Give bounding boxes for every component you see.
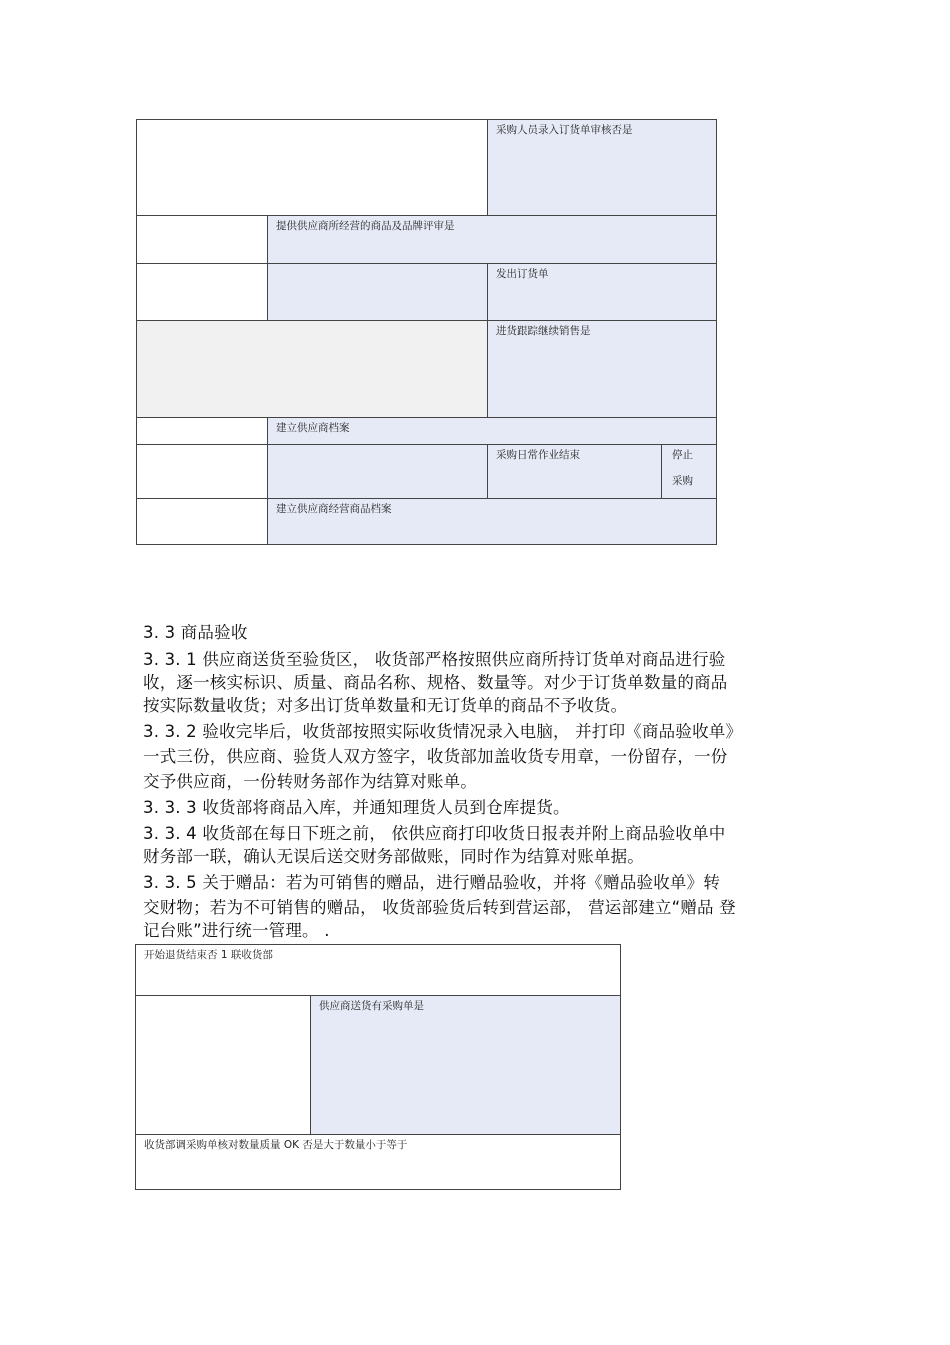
table1-hline — [136, 444, 717, 445]
table1-r5-text: 建立供应商档案 — [276, 422, 350, 434]
table1-hline — [136, 417, 717, 418]
paragraph-line: 收，逐一核实标识、质量、商品名称、规格、数量等。对少于订货单数量的商品 — [143, 673, 728, 692]
table1-r3-mid-cell — [268, 264, 487, 320]
table2-r3-cell — [136, 1135, 620, 1189]
table2-hline — [135, 995, 621, 996]
paragraph-line: 3. 3. 4 收货部在每日下班之前， 依供应商打印收货日报表并附上商品验收单中 — [143, 824, 726, 843]
table1-border-top — [136, 119, 717, 120]
table2-r2-right-text: 供应商送货有采购单是 — [319, 1000, 424, 1012]
paragraph-line: 3. 3. 1 供应商送货至验货区， 收货部严格按照供应商所持订货单对商品进行验 — [143, 650, 726, 669]
paragraph-line: 3. 3. 2 验收完毕后，收货部按照实际收货情况录入电脑， 并打印《商品验收单》 — [143, 722, 743, 741]
table2-r1-cell — [136, 945, 620, 995]
table1-r6-left-cell — [268, 445, 487, 498]
table1-vline — [661, 444, 662, 499]
table1-vline — [487, 119, 488, 216]
table1-r4-right-cell — [488, 321, 716, 417]
table1-r6-right-text-2: 采购 — [672, 475, 693, 487]
paragraph-line: 一式三份，供应商、验货人双方签字，收货部加盖收货专用章，一份留存，一份 — [143, 747, 728, 766]
table1-r5-cell — [268, 418, 716, 444]
table2-border-bottom — [135, 1189, 621, 1190]
table1-r2-cell — [268, 216, 716, 263]
table1-r6-right-cell — [662, 445, 716, 498]
table1-r2-text: 提供供应商所经营的商品及品牌评审是 — [276, 220, 455, 232]
table1-r6-mid-text: 采购日常作业结束 — [496, 449, 580, 461]
paragraph-line: 按实际数量收货；对多出订货单数量和无订货单的商品不予收货。 — [143, 696, 628, 715]
table1-border-left — [136, 119, 137, 545]
table2-hline — [135, 1134, 621, 1135]
paragraph-line: 记台账”进行统一管理。 . — [143, 921, 330, 940]
table2-border-left — [135, 944, 136, 1190]
table2-r2-right-cell — [311, 996, 620, 1134]
table1-vline — [267, 417, 268, 545]
paragraph-line: 3. 3. 5 关于赠品：若为可销售的赠品，进行赠品验收，并将《赠品验收单》转 — [143, 873, 721, 892]
table2-border-top — [135, 944, 621, 945]
table1-r1-right-cell — [488, 120, 716, 215]
table1-r4-right-text: 进货跟踪继续销售是 — [496, 325, 591, 337]
table2-r1-text: 开始退货结束否 1 联收货部 — [144, 949, 273, 961]
table2-r3-text: 收货部调采购单核对数量质量 OK 否是大于数量小于等于 — [144, 1139, 408, 1151]
paragraph-line: 交予供应商，一份转财务部作为结算对账单。 — [143, 772, 477, 791]
table1-border-right — [716, 119, 717, 545]
table1-r3-right-text: 发出订货单 — [496, 268, 549, 280]
table1-r7-text: 建立供应商经营商品档案 — [276, 503, 392, 515]
table1-hline — [136, 320, 717, 321]
table1-r4-left-cell — [137, 321, 487, 417]
paragraph-line: 3. 3. 3 收货部将商品入库，并通知理货人员到仓库提货。 — [143, 798, 570, 817]
table1-r6-right-text-1: 停止 — [672, 449, 693, 461]
table1-hline — [136, 215, 717, 216]
table1-vline — [487, 444, 488, 499]
table2-vline — [310, 995, 311, 1135]
paragraph-line: 财务部一联，确认无误后送交财务部做账，同时作为结算对账单据。 — [143, 847, 644, 866]
section-heading: 3. 3 商品验收 — [143, 623, 248, 642]
table1-r7-cell — [268, 499, 716, 544]
table1-r3-right-cell — [488, 264, 716, 320]
table1-hline — [136, 263, 717, 264]
paragraph-line: 交财物；若为不可销售的赠品， 收货部验货后转到营运部， 营运部建立“赠品 登 — [143, 898, 736, 917]
table1-vline — [267, 215, 268, 321]
table1-r1-right-text: 采购人员录入订货单审核否是 — [496, 124, 633, 136]
table1-border-bottom — [136, 544, 717, 545]
table1-hline — [136, 498, 717, 499]
table1-vline — [487, 263, 488, 418]
table1-r6-mid-cell — [488, 445, 661, 498]
table2-border-right — [620, 944, 621, 1190]
